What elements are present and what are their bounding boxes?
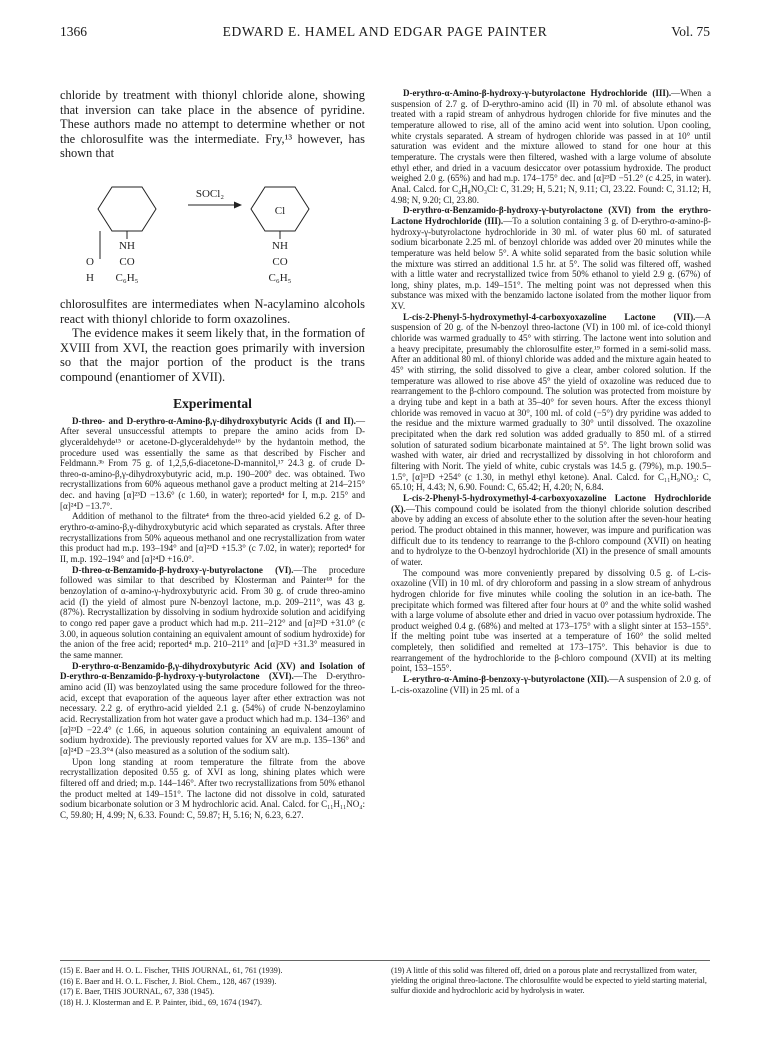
right-text-4: —This compound could be isolated from the thionyl chloride solution described above by adding an excess of absolute ether to the solution after the seven-hour heating period. The product obtained in this manner, however, was impure and purification was difficult due to its tendency to rearrange to the β-chloro compound (XVII) on heating and to hydrolyze to the O-benzoyl hydrochloride (XI) in the presence of small amounts of water. <box>391 503 711 567</box>
left-o-label: O <box>86 255 94 268</box>
right-text-6: —A suspension of 2.0 g. of L-cis-oxazoline (VII) in 25 ml. of a <box>391 674 711 695</box>
arrow-head <box>234 201 242 208</box>
right-title-2: D-erythro-α-Benzamido-β-hydroxy-γ-butyrolactone (XVI) from the erythro-Lactone Hydrochloride (III). <box>391 205 711 226</box>
exp-title-1: D-threo- and D-erythro-α-Amino-β,γ-dihydroxybutyric Acids (I and II). <box>72 415 356 426</box>
right-title-3: L-cis-2-Phenyl-5-hydroxymethyl-4-carboxyoxazoline Lactone (VII). <box>403 311 696 322</box>
right-text-1: —When a suspension of 2.7 g. of D-erythro-amino acid (II) in 70 ml. of absolute ethanol was treated with a rapid stream of anhydrous hydrogen chloride for five minutes and the temperature allowed to rise, all of the amino acid went into solution. Upon cooling, white crystals separated. A stream of hydrogen chloride was passed in at 10° until saturation was evident and the mixture allowed to stand for one hour at this temperature. The crystals were then filtered, washed with a large volume of absolute ethyl ether, and dried in a vacuum desiccator over potassium hydroxide. The product weighed 2.0 g. (65%) and had m.p. 174–175° dec. and [α]²³D −51.2° (c 4.25, in water). Anal. Calcd. for C₄H₈NO₃Cl: C, 31.29; H, 5.21; N, 9.11; Cl, 23.22. Found: C, 31.12; H, 4.98; N, 9.20; Cl, 23.80. <box>391 88 711 205</box>
right-paragraph-4 <box>391 493 711 568</box>
reaction-scheme <box>60 167 365 291</box>
intro-paragraph: chloride by treatment with thionyl chloride alone, showing that inversion can take place in the absence of pyridine. These authors made no attempt to determine whether or not the chlorosulfite was the intermediate. Fry,¹³ however, has shown that <box>60 88 365 161</box>
right-title-1: D-erythro-α-Amino-β-hydroxy-γ-butyrolactone Hydrochloride (III). <box>403 88 672 98</box>
scheme-caption-paragraph: chlorosulfites are intermediates when N-acylamino alcohols react with thionyl chloride to form oxazolines. <box>60 296 365 326</box>
exp-paragraph-3 <box>60 661 365 757</box>
footnote-15: (15) E. Baer and H. O. L. Fischer, THIS JOURNAL, 61, 761 (1939). <box>60 966 283 975</box>
exp-title-3: D-erythro-α-Benzamido-β,γ-dihydroxybutyric Acid (XV) and Isolation of D-erythro-α-Benzamido-β-hydroxy-γ-butyrolactone (XVI). <box>60 660 365 682</box>
running-header <box>60 24 710 42</box>
running-title: EDWARD E. HAMEL AND EDGAR PAGE PAINTER <box>222 24 548 39</box>
exp-paragraph-1 <box>60 416 365 512</box>
right-title-4: L-cis-2-Phenyl-5-hydroxymethyl-4-carboxyoxazoline Lactone Hydrochloride (X). <box>391 492 711 514</box>
volume-label: Vol. 75 <box>671 24 710 39</box>
footnote-17: (17) E. Baer, THIS JOURNAL, 67, 338 (1945). <box>60 987 215 996</box>
footnote-19: (19) A little of this solid was filtered off, dried on a porous plate and recrystallized from water, yielding the original threo-lactone. The chlorosulfite would be expected to yield starting material, sulfur dioxide and hydrochloric acid by hydrolysis in water. <box>391 966 707 995</box>
left-column <box>60 88 365 820</box>
experimental-heading: Experimental <box>173 395 252 411</box>
right-nh-label: NH <box>272 239 288 252</box>
left-h-label: H <box>86 271 94 284</box>
footnote-18: (18) H. J. Klosterman and E. P. Painter, ibid., 69, 1674 (1947). <box>60 997 262 1007</box>
footnote-rule <box>60 960 710 961</box>
right-text-3: —A suspension of 20 g. of the N-benzoyl threo-lactone (VI) in 100 ml. of ice-cold thionyl chloride was warmed gradually to 45° with stirring. The lactone went into solution and a heavy precipitate, presumably the chlorosulfite ester,¹⁹ formed in a semi-solid mass. After an additional 80 ml. of thionyl chloride was added and the mixture again heated to 45° with stirring, the solid dissolved to give a clear, amber colored solution. If the temperature was allowed to rise above 45° the yield of oxazoline was reduced due to rearrangement to the β-chloro compound. The solution was protected from moisture by a drying tube and kept in a bath at 35–40° for seven hours. After the excess thionyl chloride was removed in vacuo at 30°, 100 ml. of cold (−5°) dry pyridine was added to the residue and the mixture warmed gradually to 30° until dissolved. The oxazoline precipitated when the dark red solution was added gradually to 850 ml. of a stirred solution of saturated sodium bicarbonate maintained at 5°. The light brown solid was washed with water, air dried and recrystallized by dissolving in hot chloroform and filtering with Norit. The yield of white, cubic crystals was 14.5 g. (79%), m.p. 190.5–1.5°, [α]²³D +254° (c 1.30, in methyl ethyl ketone). Anal. Calcd. for C₁₁H₉NO₃: C, 65.10; H, 4.43; N, 6.90. Found: C, 65.42; H, 4.20; N, 6.84. <box>391 311 711 493</box>
exp-text-1: —After several unsuccessful attempts to prepare the amino acids from D-glyceraldehyde¹⁵ or acetone-D-glyceraldehyde¹⁶ by the hydantoin method, the procedure used was essentially the same as that described by Fischer and Feldmann.³ᵇ From 75 g. of 1,2,5,6-diacetone-D-mannitol,¹⁷ 24.3 g. of crude D-threo-α-amino-β,γ-dihydroxybutyric acid, m.p. 190–200° dec. was obtained. Two recrystallizations from 60% aqueous methanol gave a product melting at 214–215° dec. and having [α]²³D −13.6° (c 1.60, in water); reported⁴ for I, m.p. 215° and [α]²⁴D −13.7°. <box>60 415 365 511</box>
right-phenyl-label: C₆H₅ <box>268 271 292 284</box>
exp-title-2: D-threo-α-Benzamido-β-hydroxy-γ-butyrolactone (VI). <box>72 564 294 575</box>
page-number: 1366 <box>60 24 87 39</box>
right-text-2: —To a solution containing 3 g. of D-erythro-α-amino-β-hydroxy-γ-butyrolactone hydrochloride in 30 ml. of water plus 60 ml. of saturated sodium bicarbonate 2.25 ml. of benzoyl chloride was added over 20 minutes while the temperature was held below 5°. A white solid separated from the basic solution while the mixture was stirred an additional 1.5 hr. at 5°. The solid was filtered off, washed with a little water and recrystallized twice from 50% ethanol to yield 2.9 g. (67%) of long, shiny plates, m.p. 149–151°. The melting point was not depressed when this substance was mixed with the benzamido lactone isolated from the mother liquor from XV. <box>391 215 712 312</box>
exp-paragraph-1b: Addition of methanol to the filtrate⁴ from the threo-acid yielded 6.2 g. of D-erythro-α-amino-β,γ-dihydroxybutyric acid which separated as crystals. After three recrystallizations from 50% aqueous methanol and one recrystallization from water this product had m.p. 193–194° and [α]²³D +15.3° (c 7.02, in water); reported⁴ for II, m.p. 192–194° and [α]²⁴D +16.0°. <box>60 511 365 565</box>
right-paragraph-3 <box>391 312 711 493</box>
left-phenyl-label: C₆H₅ <box>115 271 139 284</box>
right-paragraph-6 <box>391 674 711 695</box>
right-column <box>391 88 711 695</box>
right-paragraph-1 <box>391 88 711 205</box>
reagent-label: SOCl₂ <box>195 187 225 200</box>
left-nh-label: NH <box>119 239 135 252</box>
right-paragraph-2 <box>391 205 711 312</box>
exp-paragraph-3b: Upon long standing at room temperature the filtrate from the above recrystallization deposited 0.55 g. of XVI as long, shining plates which were filtered off and dried; m.p. 144–146°. After two recrystallizations from 50% ethanol the product melted at 149–151°. The lactone did not dissolve in cold, saturated sodium bicarbonate solution or 3 M hydrochloric acid. Anal. Calcd. for C₁₁H₁₁NO₄: C, 59.80; H, 4.99; N, 6.33. Found: C, 59.87; H, 5.16; N, 6.23, 6.27. <box>60 756 365 820</box>
exp-paragraph-2 <box>60 565 365 661</box>
footnote-16: (16) E. Baer and H. O. L. Fischer, J. Biol. Chem., 128, 467 (1939). <box>60 976 277 986</box>
reaction-scheme-drawing <box>60 167 365 291</box>
exp-text-2: —The procedure followed was similar to that described by Klosterman and Painter¹⁸ for the benzoylation of α-amino-γ-hydroxybutyric acid. From 30 g. of crude threo-amino acid (I) the yield of almost pure N-benzoyl lactone, m.p. 209–211°, was 43 g. (87%). Recrystallization by dissolving in sodium hydroxide solution and acidifying to congo red paper gave a product which had m.p. 211–212° and [α]²³D +31.0° (c 3.00, in aqueous solution containing an equivalent amount of sodium hydroxide) for the anion of the free acid; reported⁴ m.p. 210–211° and [α]²¹D +31.3° measured in the same manner. <box>60 564 365 660</box>
footnotes-left <box>60 966 365 1008</box>
left-co-label: CO <box>119 255 135 268</box>
footnotes-right <box>391 966 711 997</box>
exp-text-3: —The D-erythro-amino acid (II) was benzoylated using the same procedure followed for the threo-acid, except that evaporation of the aqueous layer after ether extraction was not necessary. 2.2 g. of erythro-acid yielded 2.1 g. (54%) of crude N-benzoylamino acid. Recrystallization from hot water gave a product which had m.p. 134–136° and [α]²³D −22.4° (c 1.66, in aqueous solution containing an equivalent amount of sodium hydroxide). The previously reported values for XV are m.p. 135–136° and [α]²⁴D −23.3°⁴ (also measured as a solution of the sodium salt). <box>60 671 365 756</box>
evidence-paragraph: The evidence makes it seem likely that, in the formation of XVIII from XVI, the reaction goes primarily with inversion so that the major portion of the product is the trans compound (enantiomer of XVII). <box>60 326 365 384</box>
product-cl-label: Cl <box>274 204 286 217</box>
right-paragraph-5: The compound was more conveniently prepared by dissolving 0.5 g. of L-cis-oxazoline (VII) in 10 ml. of dry chloroform and passing in a slow stream of anhydrous hydrogen chloride for five minutes while cooling the solution in an ice-bath. The precipitate which formed was filtered after four hours at 0° and the white solid washed with a large volume of absolute ether and dried in vacuo over potassium hydroxide. The product weighed 0.4 g. (68%) and melted at 173–175° with a slight sinter at 153–155°. If the melting point tube was inserted at a temperature of 160° the solid melted completely, then solidified and remelted at 173–175°. This behavior is due to rearrangement of the hydrochloride to the β-chloro compound (XVII) at its melting point, 153–155°. <box>391 567 711 674</box>
reactant-ring <box>98 187 156 231</box>
right-title-6: L-erythro-α-Amino-β-benzoxy-γ-butyrolactone (XII). <box>403 674 610 685</box>
right-co-label: CO <box>272 255 288 268</box>
